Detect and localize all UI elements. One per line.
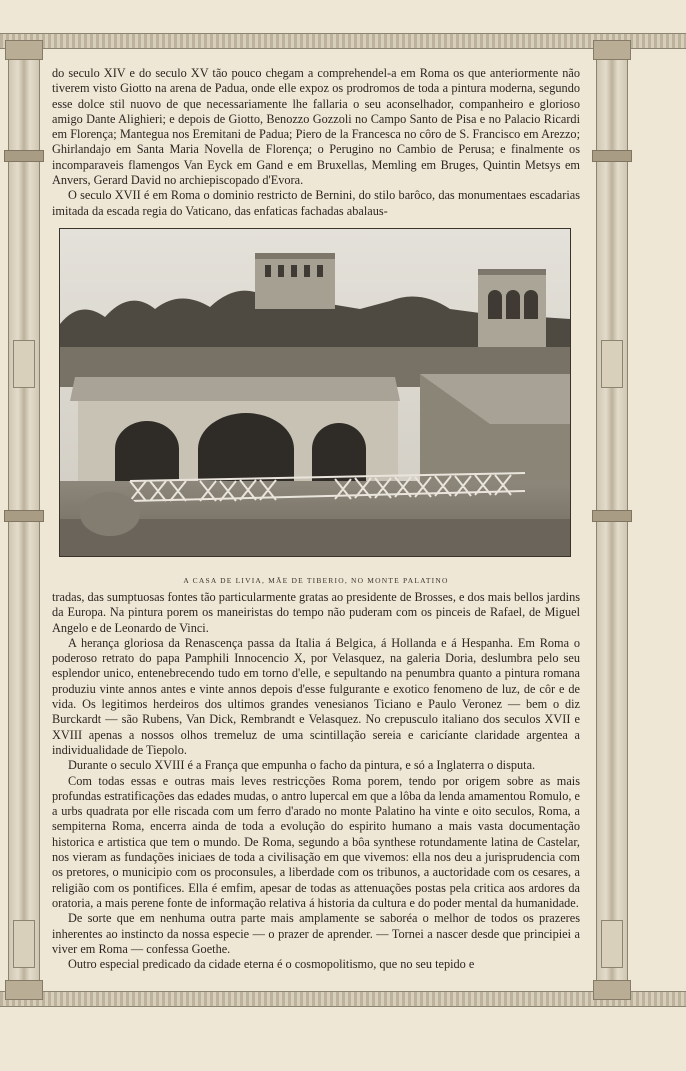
photograph-casa-de-livia [59,228,571,557]
photo-caption: A CASA DE LIVIA, MÃE DE TIBERIO, NO MONTE PALATINO [183,576,449,585]
ornamental-border-bottom [0,991,686,1007]
paragraph: Outro especial predicado da cidade eterna é o cosmopolitismo, que no seu tepido e [68,957,475,972]
ornamental-column-right [596,40,628,1000]
paragraph: Durante o seculo XVIII é a França que empunha o facho da pintura, e só a Inglaterra o disputa. [68,758,536,773]
paragraph: A herança gloriosa da Renascença passa da Italia á Belgica, á Hollanda e á Hespanha. Em Roma o poderoso retrato do papa Pamphili Innocencio X, por Velasquez, na galeria Doria, deslumbra pelo seu esplendor unico, entenebrecendo tudo em torno d'elle, e sepultando na penumbra quanto a pintura romana produziu vinte annos antes e vinte annos depois d'esse fulgurante e exotico fenomeno de luz, de côr e de vida. Os legitimos herdeiros dos ultimos grandes venesianos Ticiano e Paulo Veronez — bem o diz Burckardt — são Rubens, Van Dick, Rembrandt e Velasquez. No crepusculo italiano dos seculos XVII e XVIII apenas a nossos olhos tremeluz de uma scintillação sereia e caricíante claridade argentea a individualidade de Tiepolo. [52,635,580,757]
body-text-bottom [52,590,580,972]
ornamental-border-top [0,33,686,49]
body-text-top [52,66,580,219]
paragraph: Com todas essas e outras mais leves restricções Roma porem, tendo por origem sobre as mais profundas estratificações das edades mudas, o antro lupercal em que a lôba da lenda amamentou Romulo, e a urbs quadrata por elle riscada com um ferro d'arado no monte Palatino ha vinte e oito seculos, Roma, a sempiterna Roma, encerra ainda de toda a evolução do espirito humano a mais vasta documentação historica e artistica que tem o mundo. De Roma, segundo a bôa synthese rotundamente latina de Castelar, nos vieram as fundações iniciaes de toda a civilisação em que vivemos: ella nos deu a jurisprudencia com os pretores, o municipio com os proconsules, a liberdade com os tribunos, a auctoridade com os cesares, a religião com os pontifices. Ella é emfim, apesar de todas as attenuações postas pela critica aos ardores da oratoria, a mais perene fonte de informação relativa á historia da cultura e do poder mental da humanidade. [52,773,580,910]
paragraph: O seculo XVII é em Roma o dominio restricto de Bernini, do stilo barôco, das monumentaes escadarias imitada da escada regia do Vaticano, das enfaticas fachadas abalaus- [52,188,580,218]
ornamental-column-left [8,40,40,1000]
paragraph: tradas, das sumptuosas fontes tão particularmente gratas ao presidente de Brosses, e dos mais bellos jardins da Europa. Na pintura porem os maneiristas do tempo não puderam com os pinceis de Rafael, de Miguel Angelo e de Leonardo de Vinci. [52,590,580,635]
paragraph: De sorte que em nenhuma outra parte mais amplamente se saboréa o melhor de todos os prazeres inherentes ao instincto da nossa especie — o prazer de aprender. — Tornei a nascer desde que principiei a viver em Roma — confessa Goethe. [52,911,580,956]
paragraph: do seculo XIV e do seculo XV tão pouco chegam a comprehendel-a em Roma os que anteriormente não tiverem visto Giotto na arena de Padua, onde elle expoz os prodromos de toda a pintura moderna, segundo esse dolce stil nuovo de que necessariamente lhe fallaria o seu aconselhador, companheiro e glorioso amigo Dante Alighieri; e depois de Giotto, Benozzo Gozzoli no Campo Santo de Pisa e no Palacio Ricardi em Florença; Mantegua nos Eremitani de Padua; Piero de la Francesca no côro de S. Francisco em Arezzo; Ghirlandajo em Santa Maria Novella de Florença; o Perugino no Cambio de Perusa; e finalmente os incomparaveis flamengos Van Eyck em Gand e em Bruxellas, Memling em Bruges, Quintin Metsys em Anvers, Gerard David no archiepiscopado d'Evora. [52,66,580,188]
photo-illustration [60,229,570,556]
